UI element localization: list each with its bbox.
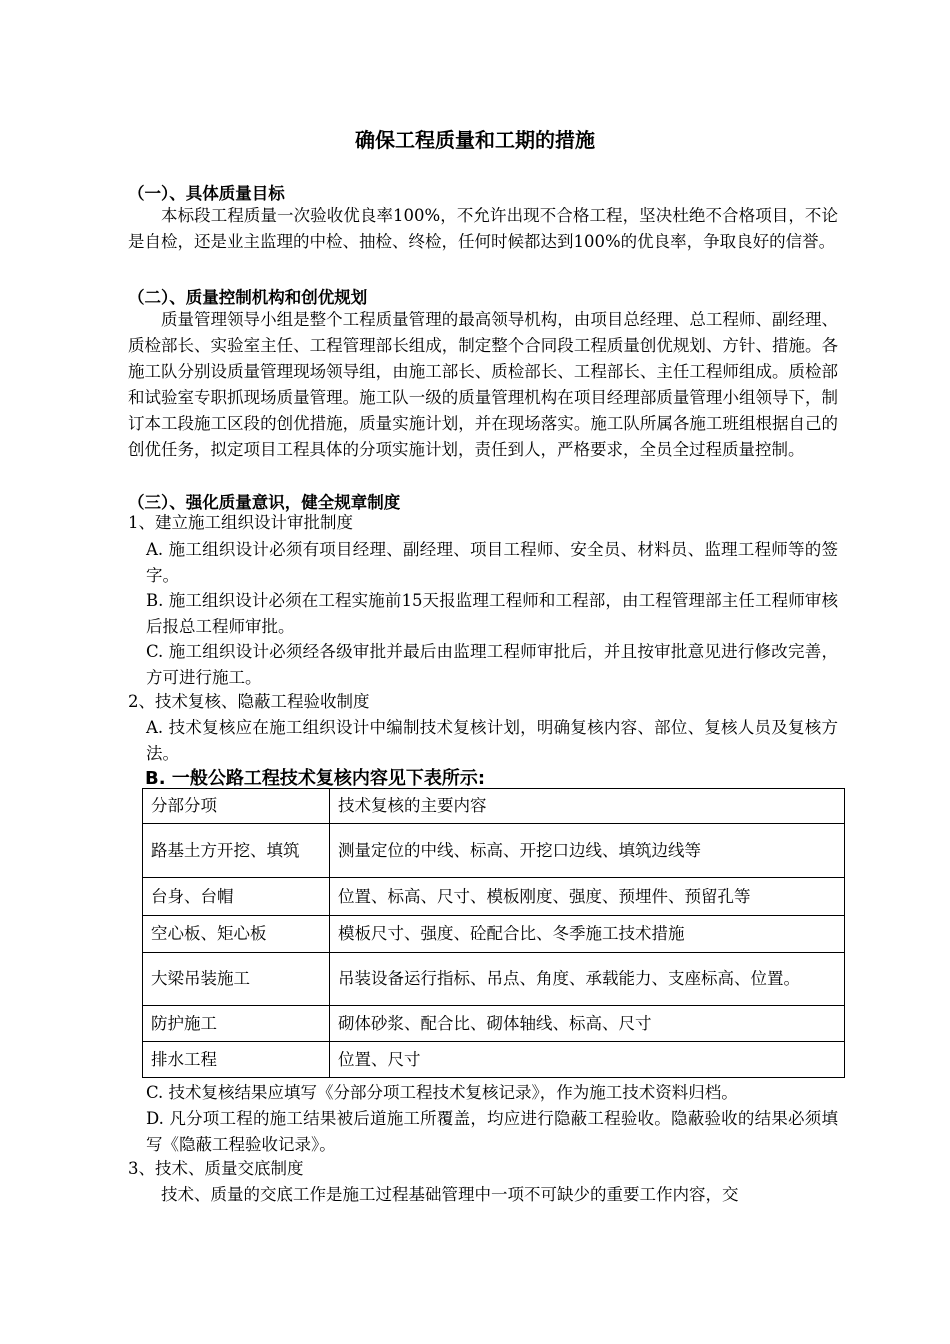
table-caption: B. 一般公路工程技术复核内容见下表所示: (145, 768, 486, 789)
table-cell: 砌体砂浆、配合比、砌体轴线、标高、尺寸 (330, 1006, 845, 1042)
table-cell: 路基土方开挖、填筑 (143, 824, 330, 878)
item2-a: A. 技术复核应在施工组织设计中编制技术复核计划，明确复核内容、部位、复核人员及复核方法。 (146, 718, 838, 763)
table-cell: 位置、尺寸 (330, 1042, 845, 1078)
table-cell: 空心板、矩心板 (143, 916, 330, 953)
table-row (143, 1042, 845, 1078)
section2-text: 质量管理领导小组是整个工程质量管理的最高领导机构，由项目总经理、总工程师、副经理、质检部长、实验室主任、工程管理部长组成，制定整个合同段工程质量创优规划、方针、措施。各施工队分别设质量管理现场领导组，由施工部长、质检部长、工程部长、主任工程师组成。质检部和试验室专职抓现场质量管理。施工队一级的质量管理机构在项目经理部质量管理小组领导下，制订本工段施工区段的创优措施，质量实施计划，并在现场落实。施工队所属各施工班组根据自己的创优任务，拟定项目工程具体的分项实施计划，责任到人，严格要求，全员全过程质量控制。 (128, 310, 838, 459)
table-header-row (143, 789, 845, 824)
table-cell: 防护施工 (143, 1006, 330, 1042)
table-row (143, 824, 845, 878)
table-header-cell: 分部分项 (143, 789, 330, 824)
document-title: 确保工程质量和工期的措施 (355, 128, 595, 152)
table-cell: 测量定位的中线、标高、开挖口边线、填筑边线等 (330, 824, 845, 878)
table-cell: 大梁吊装施工 (143, 953, 330, 1006)
table-header-cell: 技术复核的主要内容 (330, 789, 845, 824)
table-cell: 排水工程 (143, 1042, 330, 1078)
section1-text: 本标段工程质量一次验收优良率100%，不允许出现不合格工程，坚决杜绝不合格项目，不论是自检，还是业主监理的中检、抽检、终检，任何时候都达到100%的优良率，争取良好的信誉。 (128, 206, 838, 251)
section2-heading: （二）、质量控制机构和创优规划 (128, 288, 368, 307)
item1-a: A. 施工组织设计必须有项目经理、副经理、项目工程师、安全员、材料员、监理工程师等的签字。 (146, 540, 838, 585)
item1-title: 1、建立施工组织设计审批制度 (128, 513, 353, 532)
table-cell: 位置、标高、尺寸、模板刚度、强度、预埋件、预留孔等 (330, 878, 845, 916)
table-row (143, 878, 845, 916)
section1-heading: （一）、具体质量目标 (128, 184, 285, 203)
item2-title: 2、技术复核、隐蔽工程验收制度 (128, 692, 370, 711)
table-cell: 台身、台帽 (143, 878, 330, 916)
item2-d: D. 凡分项工程的施工结果被后道施工所覆盖，均应进行隐蔽工程验收。隐蔽验收的结果必须填写《隐蔽工程验收记录》。 (146, 1109, 838, 1154)
section3-heading: （三）、强化质量意识，健全规章制度 (128, 493, 401, 512)
table-cell: 吊装设备运行指标、吊点、角度、承载能力、支座标高、位置。 (330, 953, 845, 1006)
item1-c: C. 施工组织设计必须经各级审批并最后由监理工程师审批后，并且按审批意见进行修改完善，方可进行施工。 (146, 642, 838, 687)
table-cell: 模板尺寸、强度、砼配合比、冬季施工技术措施 (330, 916, 845, 953)
item3-text: 技术、质量的交底工作是施工过程基础管理中一项不可缺少的重要工作内容，交 (161, 1185, 739, 1204)
tech-review-table (142, 788, 845, 1078)
item2-c: C. 技术复核结果应填写《分部分项工程技术复核记录》，作为施工技术资料归档。 (146, 1083, 738, 1102)
item1-b: B. 施工组织设计必须在工程实施前15天报监理工程师和工程部，由工程管理部主任工程师审核后报总工程师审批。 (146, 591, 838, 636)
table-row (143, 916, 845, 953)
table-row (143, 953, 845, 1006)
item3-title: 3、技术、质量交底制度 (128, 1159, 304, 1178)
table-row (143, 1006, 845, 1042)
